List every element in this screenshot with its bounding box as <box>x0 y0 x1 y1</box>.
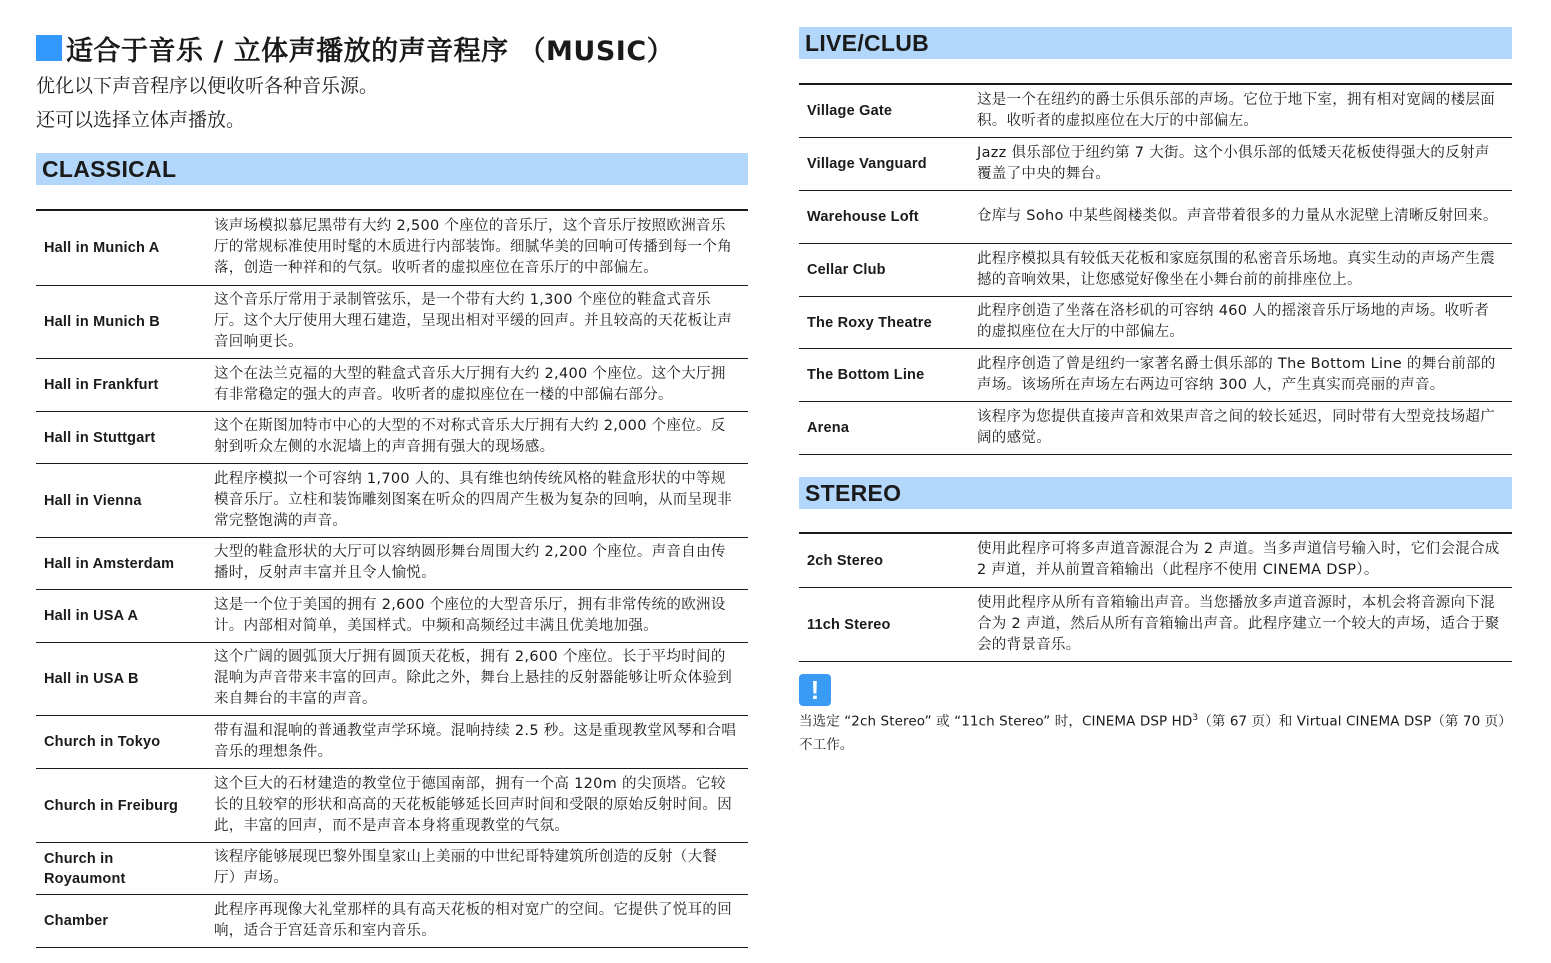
program-description: 该程序能够展现巴黎外围皇家山上美丽的中世纪哥特建筑所创造的反射（大餐厅）声场。 <box>214 849 718 886</box>
program-name: 11ch Stereo <box>807 616 891 633</box>
table-row <box>36 716 748 769</box>
program-description: 这个在法兰克福的大型的鞋盒式音乐大厅拥有大约 2,400 个座位。这个大厅拥有非常稳定的强大的声音。收听者的虚拟座位在一楼的中部偏右部分。 <box>214 365 726 403</box>
note-superscript: 3 <box>1192 713 1199 723</box>
program-name: Cellar Club <box>807 262 886 278</box>
table-row <box>36 538 748 590</box>
table-row <box>36 464 748 538</box>
program-description: 这个广阔的圆弧顶大厅拥有圆顶天花板，拥有 2,600 个座位。长于平均时间的混响为声音带来丰富的回声。除此之外，舞台上悬挂的反射器能够让听众体验到来自舞台的丰富的声音。 <box>214 649 732 707</box>
program-name: 2ch Stereo <box>807 552 884 569</box>
program-name: Arena <box>807 420 850 436</box>
table-row <box>36 359 748 412</box>
table-row <box>799 402 1512 455</box>
program-name: Hall in Munich B <box>44 314 160 330</box>
table-row <box>36 643 748 716</box>
table-row <box>799 191 1512 244</box>
table-row <box>799 297 1512 349</box>
section-header-stereo: STEREO <box>799 477 1512 509</box>
program-name: Chamber <box>44 913 109 929</box>
program-name: Hall in Frankfurt <box>44 377 159 393</box>
program-description: 此程序创造了曾是纽约一家著名爵士俱乐部的 The Bottom Line 的舞台前部的声场。该场所在声场左右两边可容纳 300 人，产生真实而亮丽的声音。 <box>977 355 1496 393</box>
program-name: Hall in Vienna <box>44 492 142 509</box>
intro-line-2: 还可以选择立体声播放。 <box>36 109 246 131</box>
table-row <box>36 769 748 843</box>
table-row <box>36 286 748 359</box>
program-name: Church in Royaumont <box>44 850 126 887</box>
program-name: Church in Freiburg <box>44 797 179 814</box>
program-name: Hall in Munich A <box>44 240 160 256</box>
program-name: Hall in Stuttgart <box>44 429 156 446</box>
program-name: Village Vanguard <box>807 156 927 172</box>
table-row <box>36 590 748 643</box>
program-name: The Bottom Line <box>807 367 925 383</box>
program-description: 这是一个位于美国的拥有 2,600 个座位的大型音乐厅，拥有非常传统的欧洲设计。内部相对简单，美国样式。中频和高频经过丰满且优美地加强。 <box>214 596 726 634</box>
program-name: The Roxy Theatre <box>807 314 932 331</box>
program-name: Village Gate <box>807 103 893 119</box>
table-row <box>36 843 748 895</box>
note-text-before: 当选定 “2ch Stereo” 或 “11ch Stereo” 时，CINEMA DSP HD <box>799 713 1193 730</box>
section-header-live-club: LIVE/CLUB <box>799 27 1512 59</box>
note-text-after: （第 67 页）和 Virtual CINEMA DSP（第 70 页）不工作。 <box>799 713 1512 753</box>
program-description: 使用此程序可将多声道音源混合为 2 声道。当多声道信号输入时，它们会混合成 2 声道，并从前置音箱输出（此程序不使用 CINEMA DSP）。 <box>977 541 1500 578</box>
program-name: Hall in Amsterdam <box>44 555 175 572</box>
classical-table <box>36 209 748 948</box>
page-title-text: 适合于音乐 / 立体声播放的声音程序 （MUSIC） <box>66 35 675 67</box>
section-header-classical: CLASSICAL <box>36 153 748 185</box>
program-description: Jazz 俱乐部位于纽约第 7 大街。这个小俱乐部的低矮天花板使得强大的反射声覆盖了中央的舞台。 <box>977 144 1490 182</box>
program-description: 这个音乐厅常用于录制管弦乐，是一个带有大约 1,300 个座位的鞋盒式音乐厅。这个大厅使用大理石建造，呈现出相对平缓的回声。并且较高的天花板让声音回响更长。 <box>214 292 732 350</box>
program-description: 该程序为您提供直接声音和效果声音之间的较长延迟，同时带有大型竞技场超广阔的感觉。 <box>977 408 1495 446</box>
program-description: 这个巨大的石材建造的教堂位于德国南部，拥有一个高 120m 的尖顶塔。它较长的且较窄的形状和高高的天花板能够延长回声时间和受限的原始反射时间。因此，丰富的回声，而不是声音本身将重现教堂的气氛。 <box>214 775 732 834</box>
program-description: 这个在斯图加特市中心的大型的不对称式音乐大厅拥有大约 2,000 个座位。反射到听众左侧的水泥墙上的声音拥有强大的现场感。 <box>214 418 726 455</box>
program-description: 此程序模拟具有较低天花板和家庭氛围的私密音乐场地。真实生动的声场产生震撼的音响效果，让您感觉好像坐在小舞台前的前排座位上。 <box>977 250 1495 288</box>
table-row <box>799 349 1512 402</box>
table-row <box>799 588 1512 662</box>
table-row <box>36 412 748 464</box>
program-description: 带有温和混响的普通教堂声学环境。混响持续 2.5 秒。这是重现教堂风琴和合唱音乐的理想条件。 <box>214 722 737 760</box>
title-square-icon <box>36 35 62 61</box>
table-row <box>799 138 1512 191</box>
stereo-table <box>799 532 1512 662</box>
exclamation-icon: ! <box>799 674 831 706</box>
table-row <box>799 244 1512 297</box>
intro-line-1: 优化以下声音程序以便收听各种音乐源。 <box>36 75 379 97</box>
program-description: 仓库与 Soho 中某些阁楼类似。声音带着很多的力量从水泥壁上清晰反射回来。 <box>977 208 1498 224</box>
program-name: Hall in USA A <box>44 608 139 624</box>
page-title <box>36 30 674 66</box>
program-name: Warehouse Loft <box>807 209 919 225</box>
program-description: 此程序再现像大礼堂那样的具有高天花板的相对宽广的空间。它提供了悦耳的回响，适合于宫廷音乐和室内音乐。 <box>214 901 732 939</box>
note-text <box>799 707 1512 757</box>
table-row <box>36 895 748 948</box>
program-description: 此程序创造了坐落在洛杉矶的可容纳 460 人的摇滚音乐厅场地的声场。收听者的虚拟座位在大厅的中部偏左。 <box>977 303 1489 340</box>
program-description: 这是一个在纽约的爵士乐俱乐部的声场。它位于地下室，拥有相对宽阔的楼层面积。收听者的虚拟座位在大厅的中部偏左。 <box>977 91 1495 129</box>
program-description: 使用此程序从所有音箱输出声音。当您播放多声道音源时，本机会将音源向下混合为 2 声道，然后从所有音箱输出声音。此程序建立一个较大的声场，适合于聚会的背景音乐。 <box>977 594 1500 653</box>
program-description: 此程序模拟一个可容纳 1,700 人的、具有维也纳传统风格的鞋盒形状的中等规模音乐厅。立柱和装饰雕刻图案在听众的四周产生极为复杂的回响，从而呈现非常完整饱满的声音。 <box>214 470 732 529</box>
program-name: Church in Tokyo <box>44 734 161 750</box>
program-name: Hall in USA B <box>44 671 139 687</box>
table-row <box>799 85 1512 138</box>
program-description: 大型的鞋盒形状的大厅可以容纳圆形舞台周围大约 2,200 个座位。声音自由传播时，反射声丰富并且令人愉悦。 <box>214 544 726 581</box>
table-row <box>36 211 748 286</box>
program-description: 该声场模拟慕尼黑带有大约 2,500 个座位的音乐厅，这个音乐厅按照欧洲音乐厅的常规标准使用时髦的木质进行内部装饰。细腻华美的回响可传播到每一个角落，创造一种祥和的气氛。收听者的虚拟座位在音乐厅的中部偏左。 <box>214 218 732 276</box>
table-row <box>799 534 1512 588</box>
live-club-table <box>799 83 1512 455</box>
